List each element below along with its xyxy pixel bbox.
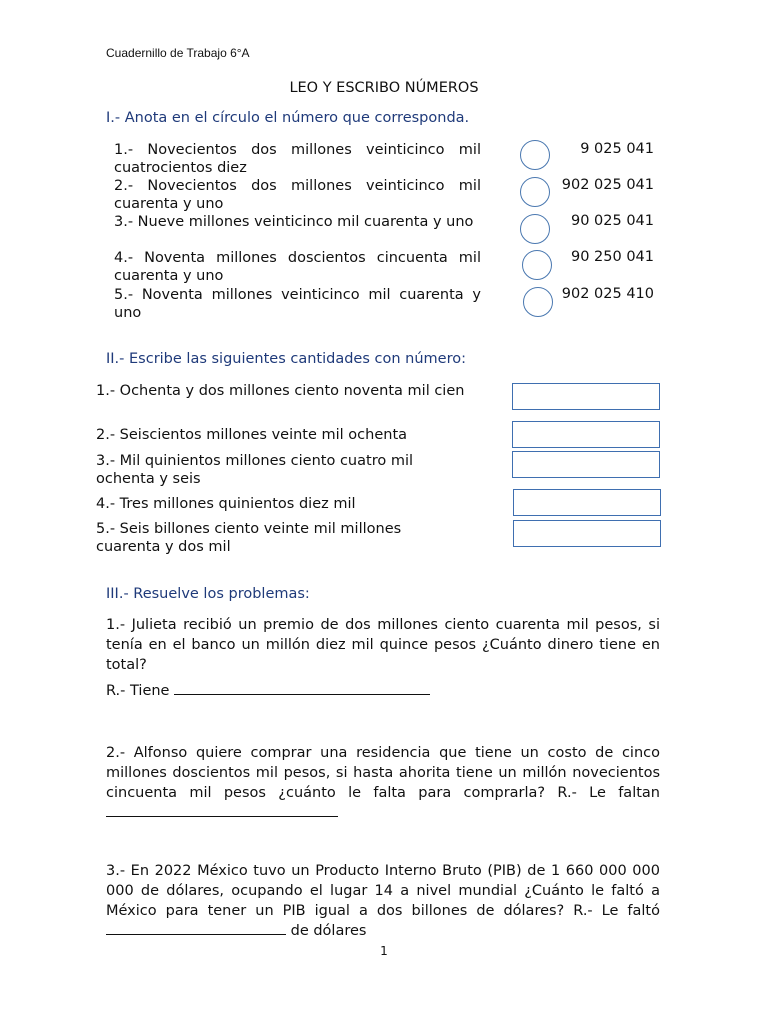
problem-1-answer <box>106 683 430 699</box>
section-1-heading: I.- Anota en el círculo el número que corresponda. <box>106 110 470 126</box>
answer-box-5[interactable] <box>513 520 661 547</box>
page-title: LEO Y ESCRIBO NÚMEROS <box>289 80 479 96</box>
answer-box-1[interactable] <box>512 383 660 410</box>
number-option-4: 90 250 041 <box>570 249 654 265</box>
answer-box-4[interactable] <box>513 489 661 516</box>
worksheet-header: Cuadernillo de Trabajo 6°A <box>106 46 250 60</box>
number-option-2: 902 025 041 <box>561 177 654 193</box>
problem-3-answer-line[interactable] <box>106 933 286 935</box>
section-2-heading: II.- Escribe las siguientes cantidades con número: <box>106 351 466 367</box>
section-1-item-1: 1.- Novecientos dos millones veinticinco mil cuatrocientos diez <box>114 142 481 176</box>
section-1-item-3: 3.- Nueve millones veinticinco mil cuarenta y uno <box>114 214 474 230</box>
answer-box-2[interactable] <box>512 421 660 448</box>
section-2-item-5: 5.- Seis billones ciento veinte mil millones cuarenta y dos mil <box>96 521 402 555</box>
section-2-item-4: 4.- Tres millones quinientos diez mil <box>96 496 356 512</box>
section-2-item-3: 3.- Mil quinientos millones ciento cuatro mil ochenta y seis <box>96 453 413 487</box>
problem-1 <box>106 615 660 675</box>
section-3-heading: III.- Resuelve los problemas: <box>106 586 310 602</box>
section-1-item-4: 4.- Noventa millones doscientos cincuenta mil cuarenta y uno <box>114 250 481 284</box>
problem-3-answer-suffix: de dólares <box>290 923 367 939</box>
problem-1-answer-prefix: R.- Tiene <box>106 683 170 699</box>
section-2-item-2: 2.- Seiscientos millones veinte mil ochenta <box>96 427 408 443</box>
section-1-item-2: 2.- Novecientos dos millones veinticinco mil cuarenta y uno <box>114 178 481 212</box>
problem-1-answer-line[interactable] <box>174 693 430 695</box>
number-option-1: 9 025 041 <box>580 141 654 157</box>
problem-2-text: 2.- Alfonso quiere comprar una residencia que tiene un costo de cinco millones doscientos mil pesos, si hasta ahorita tiene un millón novecientos cincuenta mil pesos ¿cuánto le falta para comprarla? R.- Le faltan <box>106 745 660 801</box>
problem-2 <box>106 743 660 823</box>
number-option-3: 90 025 041 <box>570 213 654 229</box>
number-option-5: 902 025 410 <box>561 286 654 302</box>
answer-box-3[interactable] <box>512 451 660 478</box>
problem-2-answer-line[interactable] <box>106 815 338 817</box>
problem-1-text: 1.- Julieta recibió un premio de dos millones ciento cuarenta mil pesos, si tenía en el banco un millón diez mil quince pesos ¿Cuánto dinero tiene en total? <box>106 617 660 673</box>
section-2-item-1: 1.- Ochenta y dos millones ciento noventa mil cien <box>96 383 465 399</box>
problem-3-text: 3.- En 2022 México tuvo un Producto Interno Bruto (PIB) de 1 660 000 000 000 de dólares, ocupando el lugar 14 a nivel mundial ¿Cuánto le faltó a México para tener un PIB igual a dos billones de dólares? R.- Le faltó <box>106 863 660 919</box>
section-1-item-5: 5.- Noventa millones veinticinco mil cuarenta y uno <box>114 287 481 321</box>
page-number: 1 <box>380 944 388 958</box>
problem-3 <box>106 861 660 941</box>
